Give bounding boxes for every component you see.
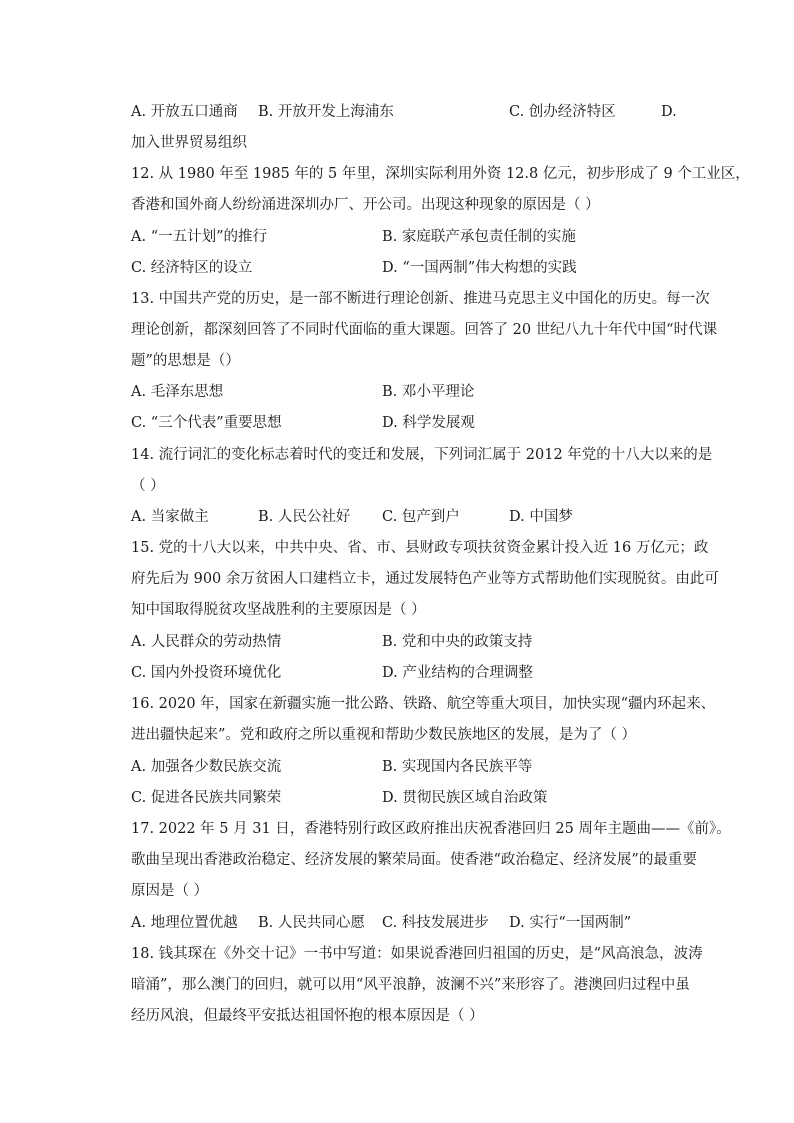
q18-stem-line-1: 18. 钱其琛在《外交十记》一书中写道：如果说香港回归祖国的历史，是“风高浪急，波涛 — [131, 946, 703, 962]
q13-option-c: C. “三个代表”重要思想 — [131, 415, 282, 431]
q18-stem-line-2: 暗涌”，那么澳门的回归，就可以用“风平浪静，波澜不兴”来形容了。港澳回归过程中虽 — [131, 977, 690, 993]
q16-stem-line-2: 进出疆快起来”。党和政府之所以重视和帮助少数民族地区的发展，是为了（ ） — [131, 727, 637, 743]
q13-stem-line-2: 理论创新，都深刻回答了不同时代面临的重大课题。回答了 20 世纪八九十年代中国“时代课 — [131, 322, 718, 338]
q16-option-c: C. 促进各民族共同繁荣 — [131, 790, 282, 806]
q16-option-b: B. 实现国内各民族平等 — [382, 759, 533, 775]
q13-option-a: A. 毛泽东思想 — [131, 384, 224, 400]
q13-option-d: D. 科学发展观 — [382, 415, 475, 431]
q17-stem-line-2: 歌曲呈现出香港政治稳定、经济发展的繁荣局面。使香港“政治稳定、经济发展”的最重要 — [131, 852, 697, 868]
q12-stem-line-2: 香港和国外商人纷纷涌进深圳办厂、开公司。出现这种现象的原因是（ ） — [131, 197, 600, 213]
q17-option-c: C. 科技发展进步 — [382, 915, 489, 931]
q17-stem-line-1: 17. 2022 年 5 月 31 日，香港特别行政区政府推出庆祝香港回归 25 周年主题曲——《前》。 — [131, 821, 731, 837]
q15-stem-line-1: 15. 党的十八大以来，中共中央、省、市、县财政专项扶贫资金累计投入近 16 万亿元；政 — [131, 540, 709, 556]
q17-option-b: B. 人民共同心愿 — [258, 915, 365, 931]
q12-stem-line-1: 12. 从 1980 年至 1985 年的 5 年里，深圳实际利用外资 12.8 亿元，初步形成了 9 个工业区， — [131, 166, 750, 182]
q11-option-d-text: 加入世界贸易组织 — [131, 135, 247, 151]
q13-option-b: B. 邓小平理论 — [382, 384, 475, 400]
q14-stem-line-2: （ ） — [131, 478, 165, 494]
q14-option-c: C. 包产到户 — [382, 509, 460, 525]
q12-option-d: D. “一国两制”伟大构想的实践 — [382, 260, 577, 276]
q16-option-d: D. 贯彻民族区域自治政策 — [382, 790, 548, 806]
q11-option-b: B. 开放开发上海浦东 — [258, 104, 394, 120]
q14-option-a: A. 当家做主 — [131, 509, 209, 525]
q11-option-a: A. 开放五口通商 — [131, 104, 238, 120]
q14-option-d: D. 中国梦 — [509, 509, 573, 525]
q17-stem-line-3: 原因是（ ） — [131, 883, 209, 899]
q11-option-d-letter: D. — [661, 104, 677, 120]
q15-stem-line-2: 府先后为 900 余万贫困人口建档立卡，通过发展特色产业等方式帮助他们实现脱贫。由此可 — [131, 571, 719, 587]
q15-option-a: A. 人民群众的劳动热情 — [131, 634, 282, 650]
q12-option-b: B. 家庭联产承包责任制的实施 — [382, 229, 576, 245]
q13-stem-line-1: 13. 中国共产党的历史，是一部不断进行理论创新、推进马克思主义中国化的历史。每一次 — [131, 291, 710, 307]
q11-option-c: C. 创办经济特区 — [509, 104, 616, 120]
q14-stem-line-1: 14. 流行词汇的变化标志着时代的变迁和发展，下列词汇属于 2012 年党的十八大以来的是 — [131, 447, 713, 463]
q12-option-a: A. “一五计划”的推行 — [131, 229, 268, 245]
q16-option-a: A. 加强各少数民族交流 — [131, 759, 282, 775]
q15-option-b: B. 党和中央的政策支持 — [382, 634, 533, 650]
q17-option-a: A. 地理位置优越 — [131, 915, 238, 931]
q17-option-d: D. 实行“一国两制” — [509, 915, 632, 931]
q14-option-b: B. 人民公社好 — [258, 509, 351, 525]
q13-stem-line-3: 题”的思想是（） — [131, 353, 240, 369]
q16-stem-line-1: 16. 2020 年，国家在新疆实施一批公路、铁路、航空等重大项目，加快实现“疆内环起来、 — [131, 696, 716, 712]
q12-option-c: C. 经济特区的设立 — [131, 260, 253, 276]
q15-option-c: C. 国内外投资环境优化 — [131, 665, 282, 681]
q15-option-d: D. 产业结构的合理调整 — [382, 665, 533, 681]
q15-stem-line-3: 知中国取得脱贫攻坚战胜利的主要原因是（ ） — [131, 602, 426, 618]
q18-stem-line-3: 经历风浪，但最终平安抵达祖国怀抱的根本原因是（ ） — [131, 1008, 484, 1024]
